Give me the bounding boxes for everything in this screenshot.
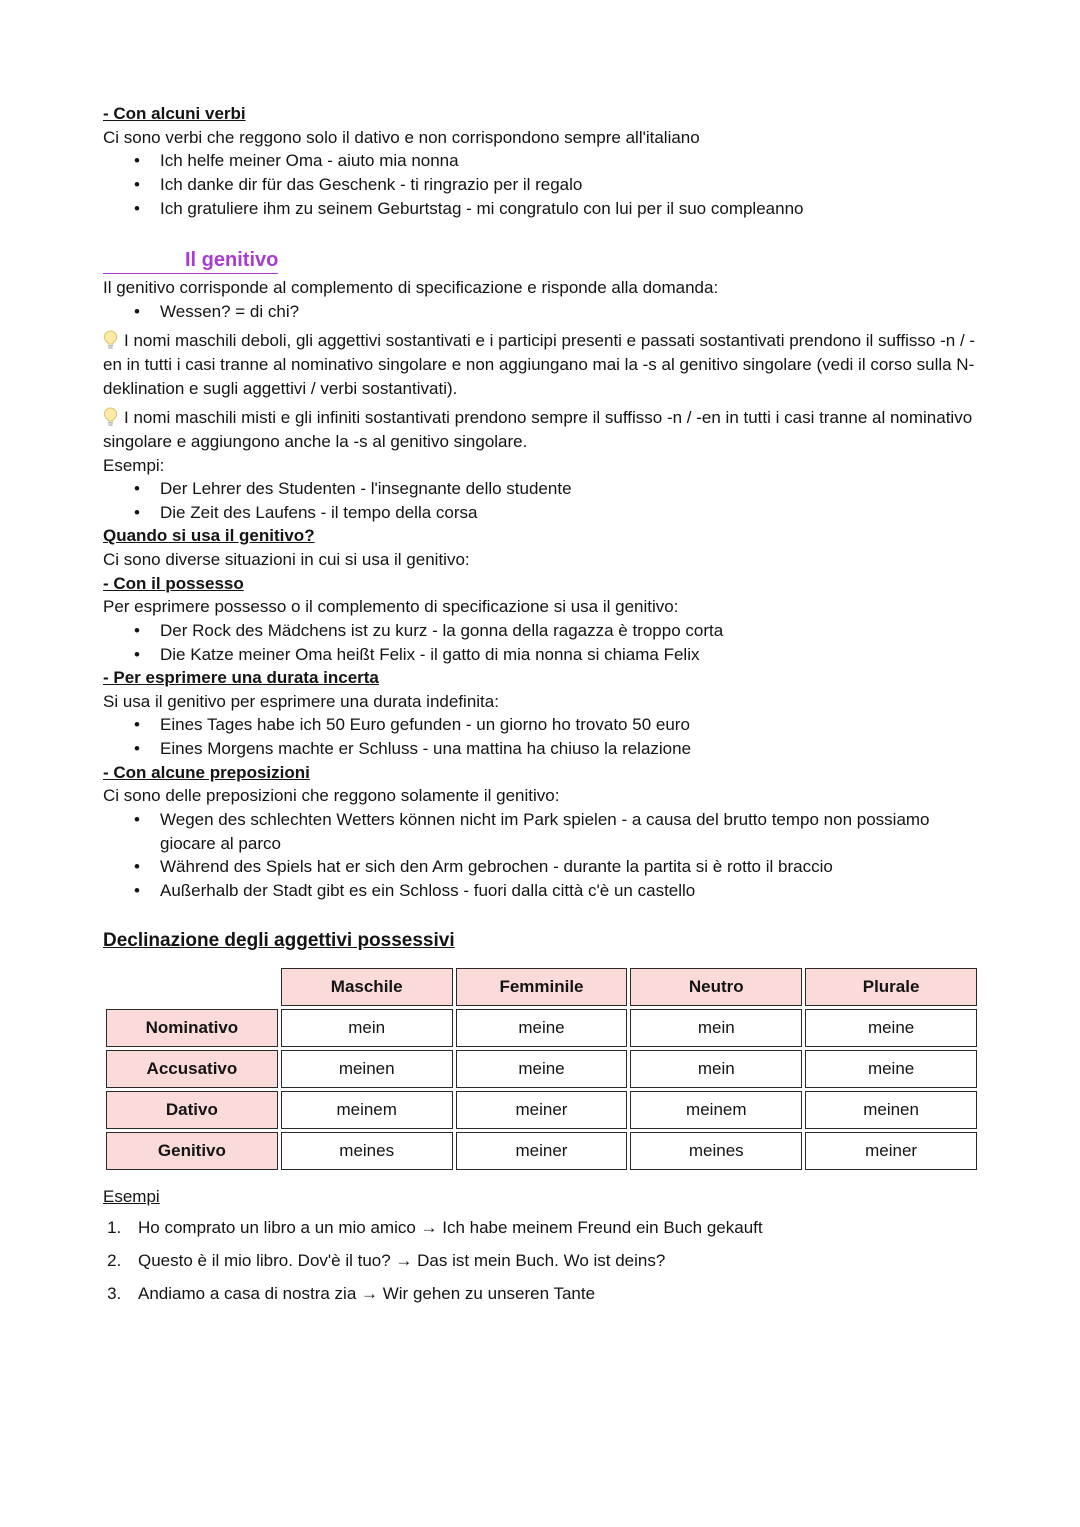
numbered-item: 3. Andiamo a casa di nostra zia → Wir gehen zu unseren Tante — [126, 1282, 980, 1306]
table-cell: meinem — [630, 1091, 802, 1129]
bullet-item: • Eines Tages habe ich 50 Euro gefunden - un giorno ho trovato 50 euro — [103, 713, 980, 737]
table-row — [106, 1009, 977, 1047]
table-cell: meinen — [281, 1050, 453, 1088]
numbered-example-list — [103, 1216, 980, 1305]
table-cell: meiner — [456, 1091, 628, 1129]
bullet-item: • Der Lehrer des Studenten - l'insegnante dello studente — [103, 477, 980, 501]
bullet-item: • Während des Spiels hat er sich den Arm gebrochen - durante la partita si è rotto il braccio — [103, 855, 980, 879]
table-cell: meinen — [805, 1091, 977, 1129]
table-cell: meine — [805, 1009, 977, 1047]
column-header-maschile: Maschile — [281, 968, 453, 1006]
bullet-list-verbi — [103, 149, 980, 220]
numbered-item: 1. Ho comprato un libro a un mio amico → Ich habe meinem Freund ein Buch gekauft — [126, 1216, 980, 1240]
tip-text: I nomi maschili deboli, gli aggettivi sostantivati e i participi presenti e passati sostantivati prendono il suffisso -n / -en in tutti i casi tranne al nominativo singolare e non aggiungano mai la -s al genitivo singolare (vedi il corso sulla N-deklination e sugli aggettivi / verbi sostantivati). — [103, 331, 976, 398]
table-cell: meinem — [281, 1091, 453, 1129]
bullet-list-esempi-genitivo — [103, 477, 980, 524]
table-cell: meine — [805, 1050, 977, 1088]
section-heading-il-genitivo — [103, 247, 980, 274]
paragraph-preposizioni-intro: Ci sono delle preposizioni che reggono solamente il genitivo: — [103, 786, 560, 806]
bullet-item: • Die Zeit des Laufens - il tempo della corsa — [103, 501, 980, 525]
table-cell: mein — [281, 1009, 453, 1047]
declension-table — [103, 965, 980, 1173]
bullet-list-preposizioni — [103, 808, 980, 903]
lightbulb-icon — [103, 329, 118, 353]
lightbulb-icon — [103, 406, 118, 430]
paragraph-genitivo-intro: Il genitivo corrisponde al complemento di specificazione e risponde alla domanda: — [103, 278, 719, 298]
section-heading-declinazione: Declinazione degli aggettivi possessivi — [103, 930, 455, 952]
bullet-item: • Der Rock des Mädchens ist zu kurz - la gonna della ragazza è troppo corta — [103, 619, 980, 643]
table-row — [106, 1050, 977, 1088]
table-cell: meines — [281, 1132, 453, 1170]
section-heading-preposizioni: - Con alcune preposizioni — [103, 762, 310, 782]
bullet-item: • Ich danke dir für das Geschenk - ti ringrazio per il regalo — [103, 173, 980, 197]
bullet-item: • Ich gratuliere ihm zu seinem Geburtstag - mi congratulo con lui per il suo compleanno — [103, 197, 980, 221]
section-heading-esempi: Esempi — [103, 1186, 160, 1206]
section-heading-quando: Quando si usa il genitivo? — [103, 526, 315, 546]
row-label-genitivo: Genitivo — [106, 1132, 278, 1170]
table-cell: meines — [630, 1132, 802, 1170]
bullet-item: • Außerhalb der Stadt gibt es ein Schloss - fuori dalla città c'è un castello — [103, 879, 980, 903]
row-label-dativo: Dativo — [106, 1091, 278, 1129]
column-header-neutro: Neutro — [630, 968, 802, 1006]
table-cell: meine — [456, 1050, 628, 1088]
il-genitivo-title-text: Il genitivo — [103, 247, 278, 274]
section-heading-durata: - Per esprimere una durata incerta — [103, 668, 379, 688]
tip-text: I nomi maschili misti e gli infiniti sostantivati prendono sempre il suffisso -n / -en in tutti i casi tranne al nominativo singolare e aggiungono anche la -s al genitivo singolare. — [103, 408, 973, 451]
table-cell: mein — [630, 1050, 802, 1088]
table-cell: meiner — [456, 1132, 628, 1170]
section-heading-possesso: - Con il possesso — [103, 573, 244, 593]
column-header-plurale: Plurale — [805, 968, 977, 1006]
table-row — [106, 1132, 977, 1170]
paragraph-con-alcuni-verbi-intro: Ci sono verbi che reggono solo il dativo e non corrispondono sempre all'italiano — [103, 127, 700, 147]
esempi-label: Esempi: — [103, 455, 165, 475]
bullet-item: • Die Katze meiner Oma heißt Felix - il gatto di mia nonna si chiama Felix — [103, 643, 980, 667]
bullet-item: • Eines Morgens machte er Schluss - una mattina ha chiuso la relazione — [103, 737, 980, 761]
numbered-item: 2. Questo è il mio libro. Dov'è il tuo? → Das ist mein Buch. Wo ist deins? — [126, 1249, 980, 1273]
row-label-accusativo: Accusativo — [106, 1050, 278, 1088]
bullet-item: • Wegen des schlechten Wetters können nicht im Park spielen - a causa del brutto tempo non possiamo giocare al parco — [103, 808, 980, 855]
bullet-list-durata — [103, 713, 980, 760]
table-row — [106, 1091, 977, 1129]
paragraph-quando-intro: Ci sono diverse situazioni in cui si usa il genitivo: — [103, 550, 470, 569]
table-corner-cell — [106, 968, 278, 1006]
bullet-item: • Ich helfe meiner Oma - aiuto mia nonna — [103, 149, 980, 173]
tip-paragraph-2 — [103, 406, 980, 453]
tip-paragraph-1 — [103, 329, 980, 400]
paragraph-durata-intro: Si usa il genitivo per esprimere una durata indefinita: — [103, 691, 499, 711]
table-cell: meiner — [805, 1132, 977, 1170]
column-header-femminile: Femminile — [456, 968, 628, 1006]
bullet-list-possesso — [103, 619, 980, 666]
section-heading-con-alcuni-verbi: - Con alcuni verbi — [103, 104, 246, 123]
paragraph-possesso-intro: Per esprimere possesso o il complemento di specificazione si usa il genitivo: — [103, 597, 679, 617]
bullet-list-genitivo — [103, 300, 980, 324]
bullet-item: • Wessen? = di chi? — [103, 300, 980, 324]
table-cell: mein — [630, 1009, 802, 1047]
table-cell: meine — [456, 1009, 628, 1047]
row-label-nominativo: Nominativo — [106, 1009, 278, 1047]
table-header-row — [106, 968, 977, 1006]
